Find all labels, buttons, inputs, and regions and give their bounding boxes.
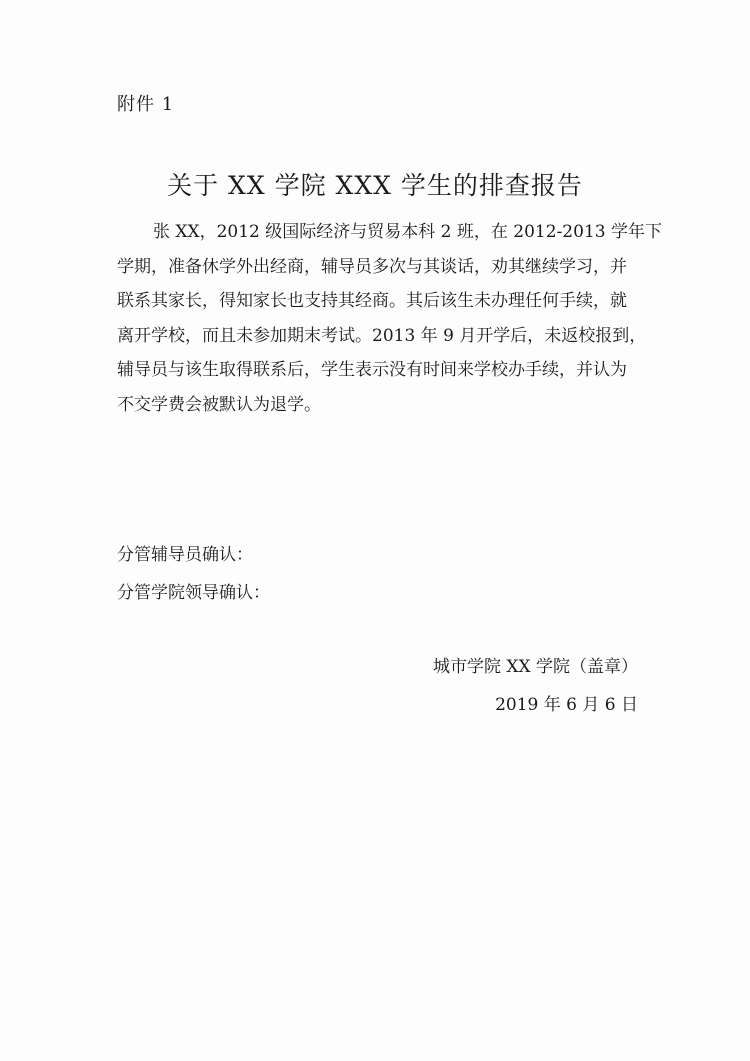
document-date: 2019 年 6 月 6 日	[495, 695, 638, 715]
attachment-label: 附件 1	[117, 94, 175, 115]
body-line: 联系其家长，得知家长也支持其经商。其后该生未办理任何手续，就	[117, 291, 627, 311]
report-body	[117, 215, 662, 422]
body-line: 离开学校，而且未参加期末考试。2013 年 9 月开学后，未返校报到，	[117, 325, 647, 346]
leader-confirmation: 分管学院领导确认：	[117, 583, 270, 603]
counselor-confirmation: 分管辅导员确认：	[117, 545, 253, 565]
document-title: 关于 XX 学院 XXX 学生的排查报告	[167, 171, 583, 200]
seal-signature: 城市学院 XX 学院（盖章）	[432, 657, 638, 677]
body-line: 辅导员与该生取得联系后，学生表示没有时间来学校办手续，并认为	[117, 360, 627, 380]
body-line: 学期，准备休学外出经商，辅导员多次与其谈话，劝其继续学习，并	[117, 256, 627, 277]
body-line: 张 XX，2012 级国际经济与贸易本科 2 班，在 2012-2013 学年下	[153, 222, 662, 242]
body-line: 不交学费会被默认为退学。	[117, 394, 321, 415]
